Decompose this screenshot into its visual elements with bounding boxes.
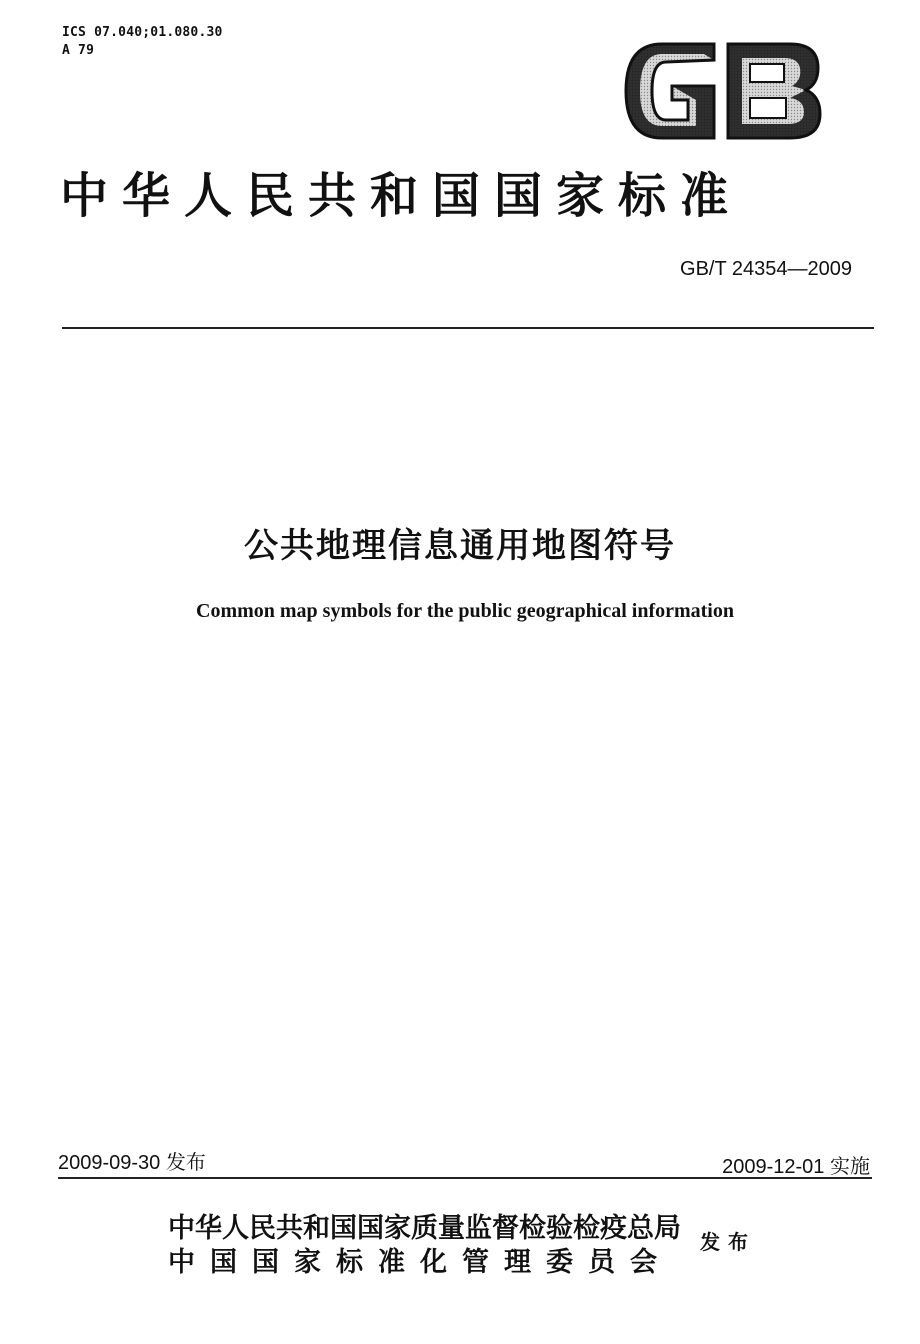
issuer-line-1: 中华人民共和国国家质量监督检验检疫总局 <box>168 1213 681 1244</box>
national-standard-title: 中华人民共和国国家标准 <box>60 168 743 224</box>
issuer-line-2: 中国国家标准化管理委员会 <box>168 1247 672 1278</box>
ics-code: ICS 07.040;01.080.30 <box>62 25 223 40</box>
implementation-date: 2009-12-01 实施 <box>722 1156 870 1178</box>
gb-logo <box>622 40 822 142</box>
issue-date: 2009-09-30 发布 <box>58 1152 206 1174</box>
footer-divider <box>58 1177 872 1179</box>
standard-number: GB/T 24354—2009 <box>680 258 852 280</box>
ccs-code: A 79 <box>62 43 95 58</box>
title-chinese: 公共地理信息通用地图符号 <box>244 526 676 566</box>
classification-codes <box>62 24 223 60</box>
header-divider <box>62 327 874 329</box>
title-english: Common map symbols for the public geographical information <box>196 600 734 622</box>
publish-label: 发布 <box>700 1230 756 1254</box>
